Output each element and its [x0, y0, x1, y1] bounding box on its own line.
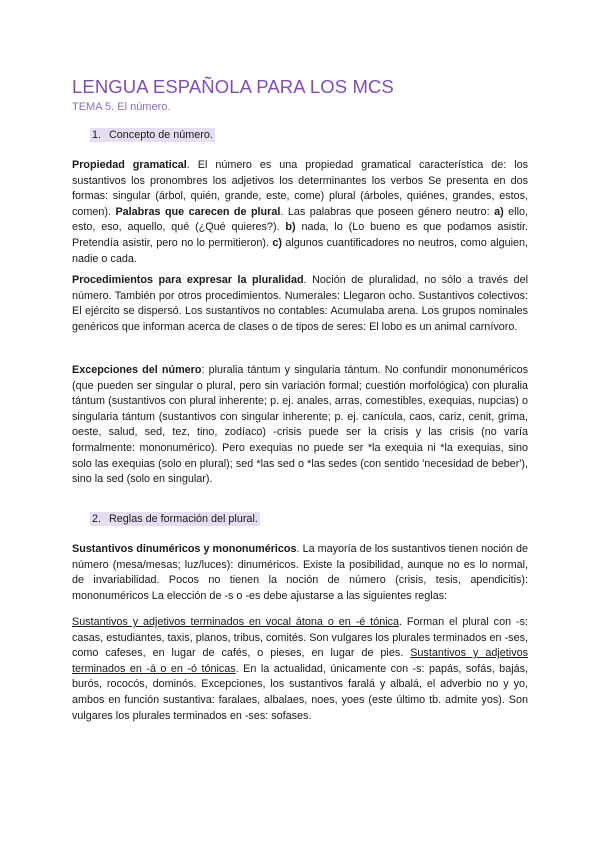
bold-term: c) [272, 236, 282, 249]
paragraph-text: nada, lo (Lo bueno es que podamos asistir. Pretendía asistir, pero no lo permitieron). [72, 221, 528, 249]
bold-term: a) [494, 205, 504, 218]
underlined-term: Sustantivos y adjetivos terminados en -á o en -ó tónicas [72, 647, 528, 675]
section-label: Reglas de formación del plural. [109, 513, 258, 525]
paragraph-text: ello, esto, eso, aquello, qué (¿Qué quieres?). [72, 205, 528, 234]
paragraph-plural-rules [72, 615, 528, 724]
bold-term: Procedimientos para expresar la pluralidad [72, 274, 304, 286]
section-label: Concepto de número. [109, 129, 213, 141]
paragraph-gramatical-property [72, 158, 528, 267]
paragraph-excepciones [72, 363, 528, 488]
paragraph-text: . Las palabras que poseen género neutro: [280, 205, 495, 218]
bold-term: Excepciones del número [72, 364, 202, 376]
bold-term: b) [285, 221, 296, 234]
section-heading-2 [90, 512, 260, 526]
paragraph-text: . En la actualidad, únicamente con -s: papás, sofás, bajás, burós, rococós, dominós. Excepciones, los sustantivos faralá y albalá, el adverbio no y yo, ambos en función sustantiva: faralaes, albalaes, noes, yoes (este último tb. admite yos). Son vulgares los plurales terminados en -ses: sofases. [72, 662, 528, 722]
paragraph-text: algunos cuantificadores no neutros, como alguien, nadie o cada. [72, 236, 528, 265]
paragraph-pluralidad [72, 273, 528, 335]
bold-term: Propiedad gramatical [72, 159, 187, 171]
bold-term: Palabras que carecen de plural [115, 205, 281, 218]
paragraph-text: . La mayoría de los sustantivos tienen noción de número (mesa/mesas; luz/luces): dinuméricos. Existe la posibilidad, aunque no es lo normal, de invariabilidad. Pocos no tienen la noción de número (crisis, tesis, apendicitis): mononuméricos La elección de -s o -es debe ajustarse a las siguientes reglas: [72, 543, 528, 602]
paragraph-text: . Forman el plural con -s: casas, estudiantes, taxis, planos, tribus, comités. Son vulgares los plurales terminados en -ses, como cafeses, en lugar de cafés, o pieses, en lugar de pies. [72, 616, 528, 660]
paragraph-text: . El número es una propiedad gramatical característica de: los sustantivos los pronombres los adjetivos los determinantes los verbos Se presenta en dos formas: singular (árbol, quién, grande, este, come) plural (árboles, quiénes, grandes, estos, comen). [72, 159, 528, 218]
paragraph-text: . Noción de pluralidad, no sólo a través del número. También por otros procedimientos. Numerales: Llegaron ocho. Sustantivos colectivos: El ejército se dispersó. Los sustantivos no contables: Acumulaba arena. Los grupos nominales genéricos que informan acerca de clases o de tipos de seres: El lobo es un animal carnívoro. [72, 274, 528, 333]
section-number: 1. [92, 129, 102, 141]
section-number: 2. [92, 513, 102, 525]
page-title: LENGUA ESPAÑOLA PARA LOS MCS [72, 76, 394, 97]
underlined-term: Sustantivos y adjetivos terminados en vocal átona o en -é tónica [72, 616, 400, 628]
topic-subtitle: TEMA 5. El número. [72, 101, 171, 113]
section-heading-1 [90, 128, 215, 142]
paragraph-text: : pluralia tántum y singularia tántum. No confundir mononuméricos (que pueden ser singular o plural, pero sin variación formal; cuestión morfológica) con pluralia tántum (sustantivos con plural inherente; p. ej. anales, arras, comestibles, exequias, nupcias) o singularia tántum (sustantivos con singular inherente; p. ej. canícula, caos, cariz, cenit, grima, oeste, salud, sed, tez, tino, zodíaco) -crisis puede ser la crisis y las crisis (no varía formalmente: mononumérico). Pero exequias no puede ser *la exequia ni *la exequias, sino solo las exequias (solo en plural); sed *las sed o *las sedes (con sentido 'necesidad de beber'), sino la sed (solo en singular). [72, 364, 528, 486]
paragraph-dinumericos [72, 542, 528, 604]
bold-term: Sustantivos dinuméricos y mononuméricos [72, 543, 297, 555]
